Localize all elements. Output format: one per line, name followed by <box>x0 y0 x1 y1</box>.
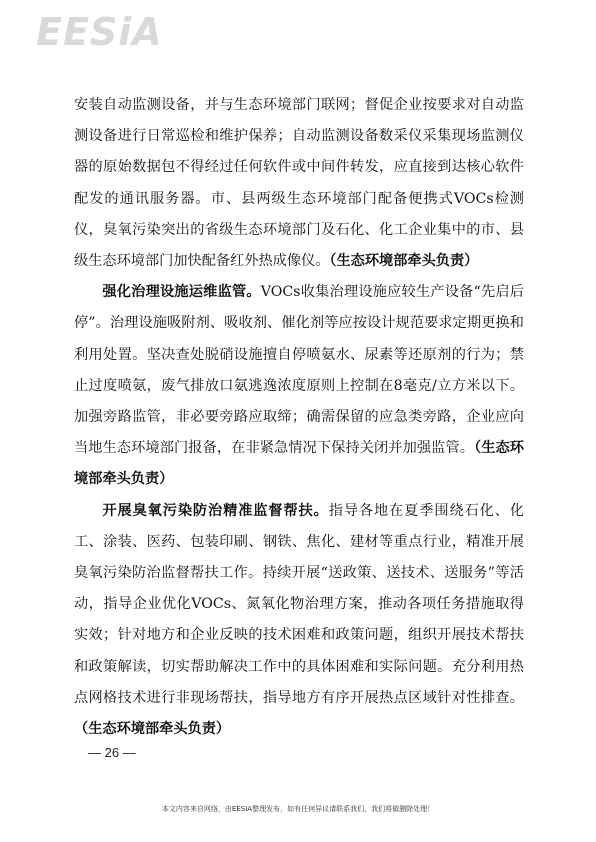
paragraph-facility-supervision <box>74 277 524 495</box>
eesia-logo: EESiA <box>36 10 163 54</box>
paragraph-text: VOCs收集治理设施应较生产设备“先启后停”。治理设施吸附剂、吸收剂、催化剂等应按设计规范要求定期更换和利用处置。坚决查处脱硝设施擅自停喷氨水、尿素等还原剂的行为；禁止过度喷氨，废气排放口氨逃逸浓度原则上控制在8毫克/立方米以下。加强旁路监管，非必要旁路应取缔；确需保留的应急类旁路，企业应向当地生态环境部门报备，在非紧急情况下保持关闭并加强监管。 <box>74 284 524 457</box>
responsibility-note: （生态环境部牵头负责） <box>74 440 524 488</box>
footer-disclaimer: 本文内容来自网络，由EESIA整理发布，如有任何异议请联系我们，我们将做删除处理！ <box>161 805 435 813</box>
paragraph-heading: 强化治理设施运维监管。 <box>102 284 261 301</box>
paragraph-monitoring-equipment <box>74 90 524 277</box>
responsibility-note: （生态环境部牵头负责） <box>329 253 479 270</box>
paragraph-text: 安装自动监测设备，并与生态环境部门联网；督促企业按要求对自动监测设备进行日常巡检和维护保养；自动监测设备数采仪采集现场监测仪器的原始数据包不得经过任何软件或中间件转发，应直接到达核心软件配发的通讯服务器。市、县两级生态环境部门配备便携式VOCs检测仪，臭氧污染突出的省级生态环境部门及石化、化工企业集中的市、县级生态环境部门加快配备红外热成像仪。 <box>74 97 524 270</box>
paragraph-ozone-assistance <box>74 496 524 746</box>
paragraph-text: 指导各地在夏季围绕石化、化工、涂装、医药、包装印刷、钢铁、焦化、建材等重点行业，精准开展臭氧污染防治监督帮扶工作。持续开展“送政策、送技术、送服务”等活动，指导企业优化VOCs、氮氧化物治理方案，推动各项任务措施取得实效；针对地方和企业反映的技术困难和政策问题，组织开展技术帮扶和政策解读，切实帮助解决工作中的具体困难和实际问题。充分利用热点网格技术进行非现场帮扶，指导地方有序开展热点区域针对性排查。 <box>74 502 524 706</box>
responsibility-note: （生态环境部牵头负责） <box>74 721 231 738</box>
paragraph-heading: 开展臭氧污染防治精准监督帮扶。 <box>102 502 329 519</box>
document-body <box>74 90 524 745</box>
page-number: — 26 — <box>88 745 136 760</box>
